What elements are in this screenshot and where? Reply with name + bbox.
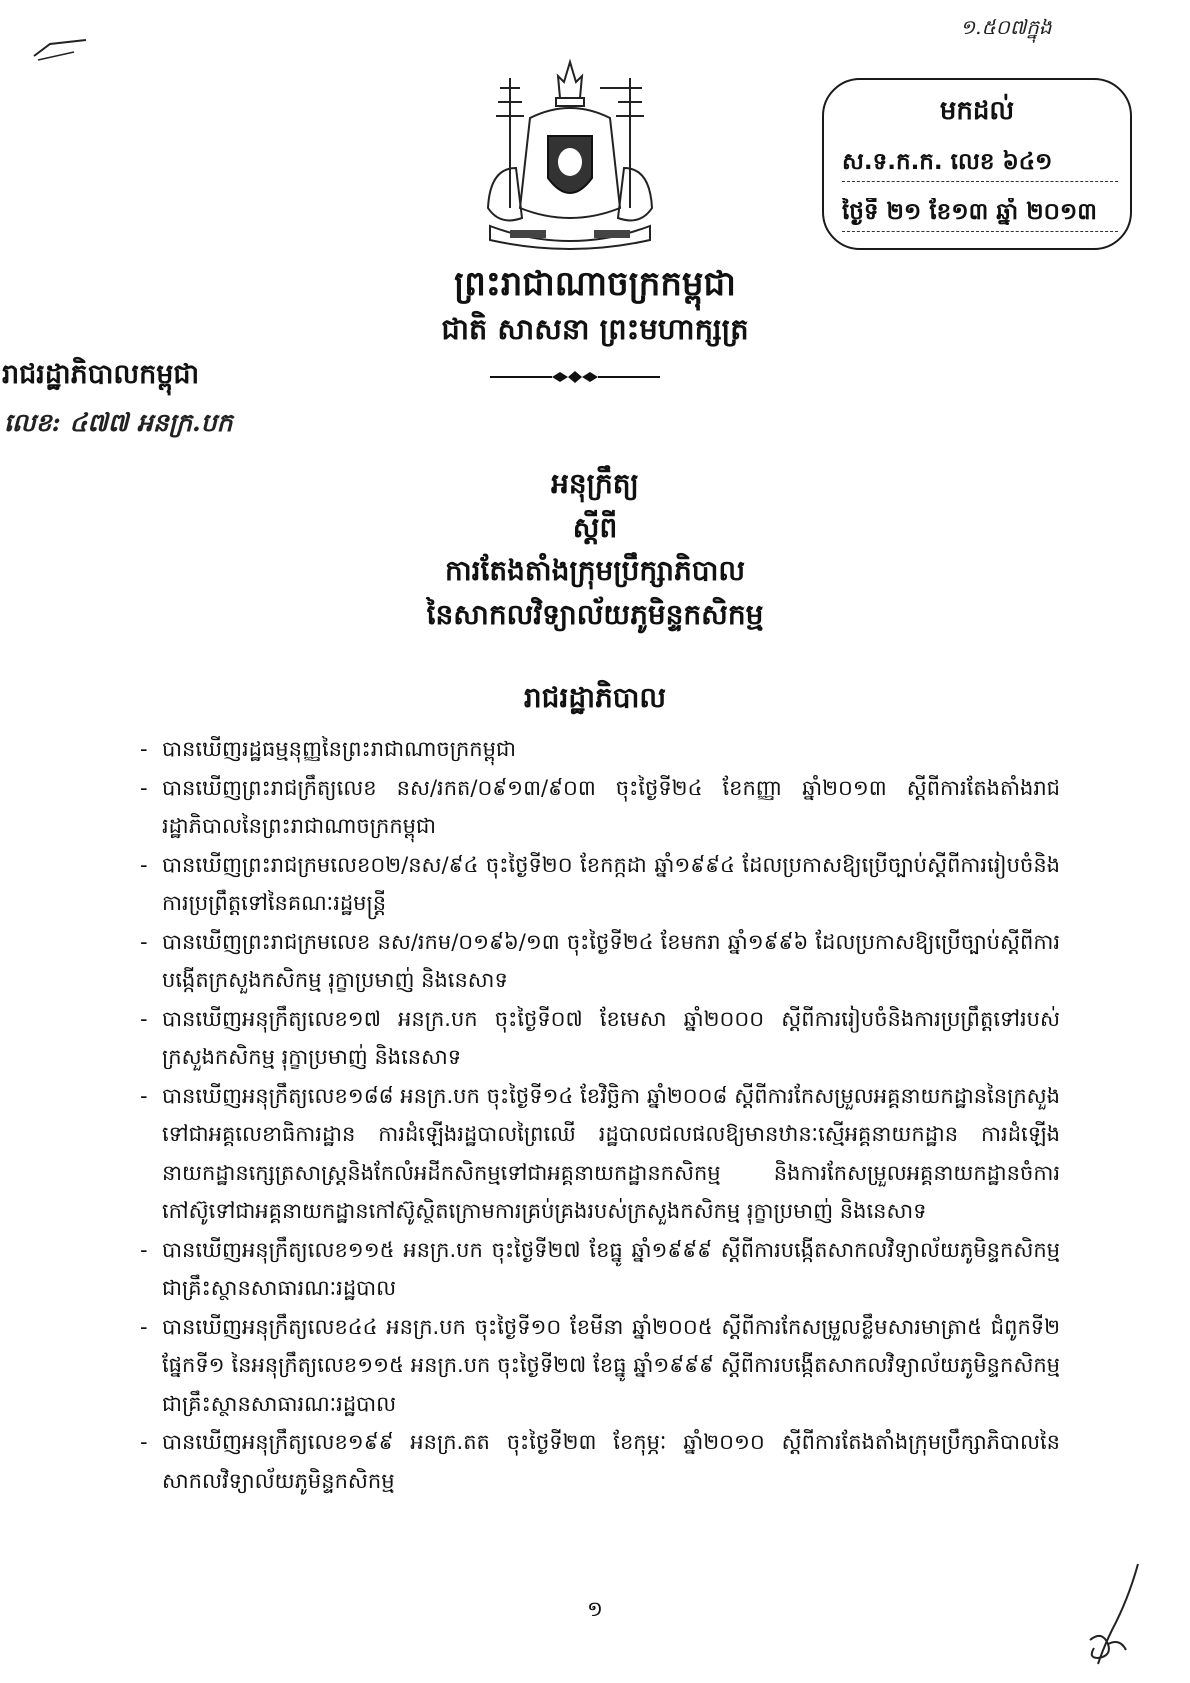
royal-coat-of-arms-icon bbox=[470, 58, 670, 258]
document-number: លេខ: ៤៧៧ អនក្រ.បក bbox=[4, 408, 233, 437]
kingdom-name: ព្រះរាជាណាចក្រកម្ពុជា bbox=[454, 264, 736, 304]
recital-item: - បានឃើញអនុក្រឹត្យលេខ១៨៨ អនក្រ.បក ចុះថ្ងៃទី១៤ ខែវិច្ឆិកា ឆ្នាំ២០០៨ ស្តីពីការកែសម្រួលអគ្គនាយកដ្ឋាននៃក្រសួងទៅជាអគ្គលេខាធិការដ្ឋាន ការដំឡើងរដ្ឋបាលព្រៃឈើ រដ្ឋបាលជលផលឱ្យមានឋានៈស្មើអគ្គនាយកដ្ឋាន ការដំឡើងនាយកដ្ឋានក្សេត្រសាស្ត្រនិងកែលំអដីកសិកម្មទៅជាអគ្គនាយកដ្ឋានកសិកម្ម និងការកែសម្រួលអគ្គនាយកដ្ឋានចំការកៅស៊ូទៅជាអគ្គនាយកដ្ឋានកៅស៊ូស្ថិតក្រោមការគ្រប់គ្រងរបស់ក្រសួងកសិកម្ម រុក្ខាប្រមាញ់ និងនេសាទ bbox=[140, 1077, 1060, 1231]
recital-item: - បានឃើញព្រះរាជក្រឹត្យលេខ នស/រកត/០៩១៣/៩០៣ ចុះថ្ងៃទី២៤ ខែកញ្ញា ឆ្នាំ២០១៣ ស្តីពីការតែងតាំងរាជរដ្ឋាភិបាលនៃព្រះរាជាណាចក្រកម្ពុជា bbox=[140, 769, 1060, 846]
handwritten-signature-icon bbox=[1068, 1560, 1158, 1670]
recital-item: - បានឃើញអនុក្រឹត្យលេខ១៩៩ អនក្រ.តត ចុះថ្ងៃទី២៣ ខែកុម្ភៈ ឆ្នាំ២០១០ ស្តីពីការតែងតាំងក្រុមប្រឹក្សាភិបាលនៃសាកលវិទ្យាល័យភូមិន្ទកសិកម្ម bbox=[140, 1423, 1060, 1500]
document-type: អនុក្រឹត្យ bbox=[551, 467, 639, 500]
handwritten-tick-icon bbox=[30, 34, 90, 64]
recital-item: - បានឃើញអនុក្រឹត្យលេខ១៧ អនក្រ.បក ចុះថ្ងៃទី០៧ ខែមេសា ឆ្នាំ២០០០ ស្តីពីការរៀបចំនិងការប្រព្រឹត្តទៅរបស់ក្រសួងកសិកម្ម រុក្ខាប្រមាញ់ និងនេសាទ bbox=[140, 1000, 1060, 1077]
received-stamp bbox=[822, 78, 1132, 250]
recital-item: - បានឃើញអនុក្រឹត្យលេខ៤៤ អនក្រ.បក ចុះថ្ងៃទី១០ ខែមីនា ឆ្នាំ២០០៥ ស្តីពីការកែសម្រួលខ្លឹមសារមាត្រា៥ ជំពូកទី២ ផ្នែកទី១ នៃអនុក្រឹត្យលេខ១១៥ អនក្រ.បក ចុះថ្ងៃទី២៧ ខែធ្នូ ឆ្នាំ១៩៩៩ ស្តីពីការបង្កើតសាកលវិទ្យាល័យភូមិន្ទកសិកម្មជាគ្រឹះស្ថានសាធារណៈរដ្ឋបាល bbox=[140, 1308, 1060, 1424]
document-subject-line-1: ការតែងតាំងក្រុមប្រឹក្សាភិបាល bbox=[444, 554, 746, 587]
divider-ornament-icon bbox=[490, 370, 660, 384]
stamp-title: មកដល់ bbox=[939, 96, 1015, 126]
government-heading: រាជរដ្ឋាភិបាល bbox=[523, 681, 667, 714]
document-about: ស្តីពី bbox=[572, 511, 618, 544]
handwritten-note: ១.៥០៧ក្នុង bbox=[960, 15, 1052, 39]
recital-item: - បានឃើញព្រះរាជក្រមលេខ នស/រកម/០១៩៦/១៣ ចុះថ្ងៃទី២៤ ខែមករា ឆ្នាំ១៩៩៦ ដែលប្រកាសឱ្យប្រើច្បាប់ស្តីពីការបង្កើតក្រសួងកសិកម្ម រុក្ខាប្រមាញ់ និងនេសាទ bbox=[140, 923, 1060, 1000]
recitals-list bbox=[140, 730, 1060, 1500]
stamp-registration-number: ស.ទ.ក.ក. លេខ ៦៤១ bbox=[842, 148, 1118, 182]
recital-item: - បានឃើញរដ្ឋធម្មនុញ្ញនៃព្រះរាជាណាចក្រកម្ពុជា bbox=[140, 730, 1060, 769]
document-subject-line-2: នៃសាកលវិទ្យាល័យភូមិន្ទកសិកម្ម bbox=[426, 598, 764, 631]
recital-item: - បានឃើញព្រះរាជក្រមលេខ០២/នស/៩៤ ចុះថ្ងៃទី២០ ខែកក្កដា ឆ្នាំ១៩៩៤ ដែលប្រកាសឱ្យប្រើច្បាប់ស្តីពីការរៀបចំនិងការប្រព្រឹត្តទៅនៃគណៈរដ្ឋមន្ត្រី bbox=[140, 846, 1060, 923]
recital-item: - បានឃើញអនុក្រឹត្យលេខ១១៥ អនក្រ.បក ចុះថ្ងៃទី២៧ ខែធ្នូ ឆ្នាំ១៩៩៩ ស្តីពីការបង្កើតសាកលវិទ្យាល័យភូមិន្ទកសិកម្មជាគ្រឹះស្ថានសាធារណៈរដ្ឋបាល bbox=[140, 1231, 1060, 1308]
stamp-date: ថ្ងៃទី ២១ ខែ១៣ ឆ្នាំ ២០១៣ bbox=[842, 198, 1118, 232]
national-motto: ជាតិ សាសនា ព្រះមហាក្សត្រ bbox=[441, 312, 749, 346]
issuer-name: រាជរដ្ឋាភិបាលកម្ពុជា bbox=[2, 359, 200, 390]
page-number: ១ bbox=[587, 1597, 603, 1621]
